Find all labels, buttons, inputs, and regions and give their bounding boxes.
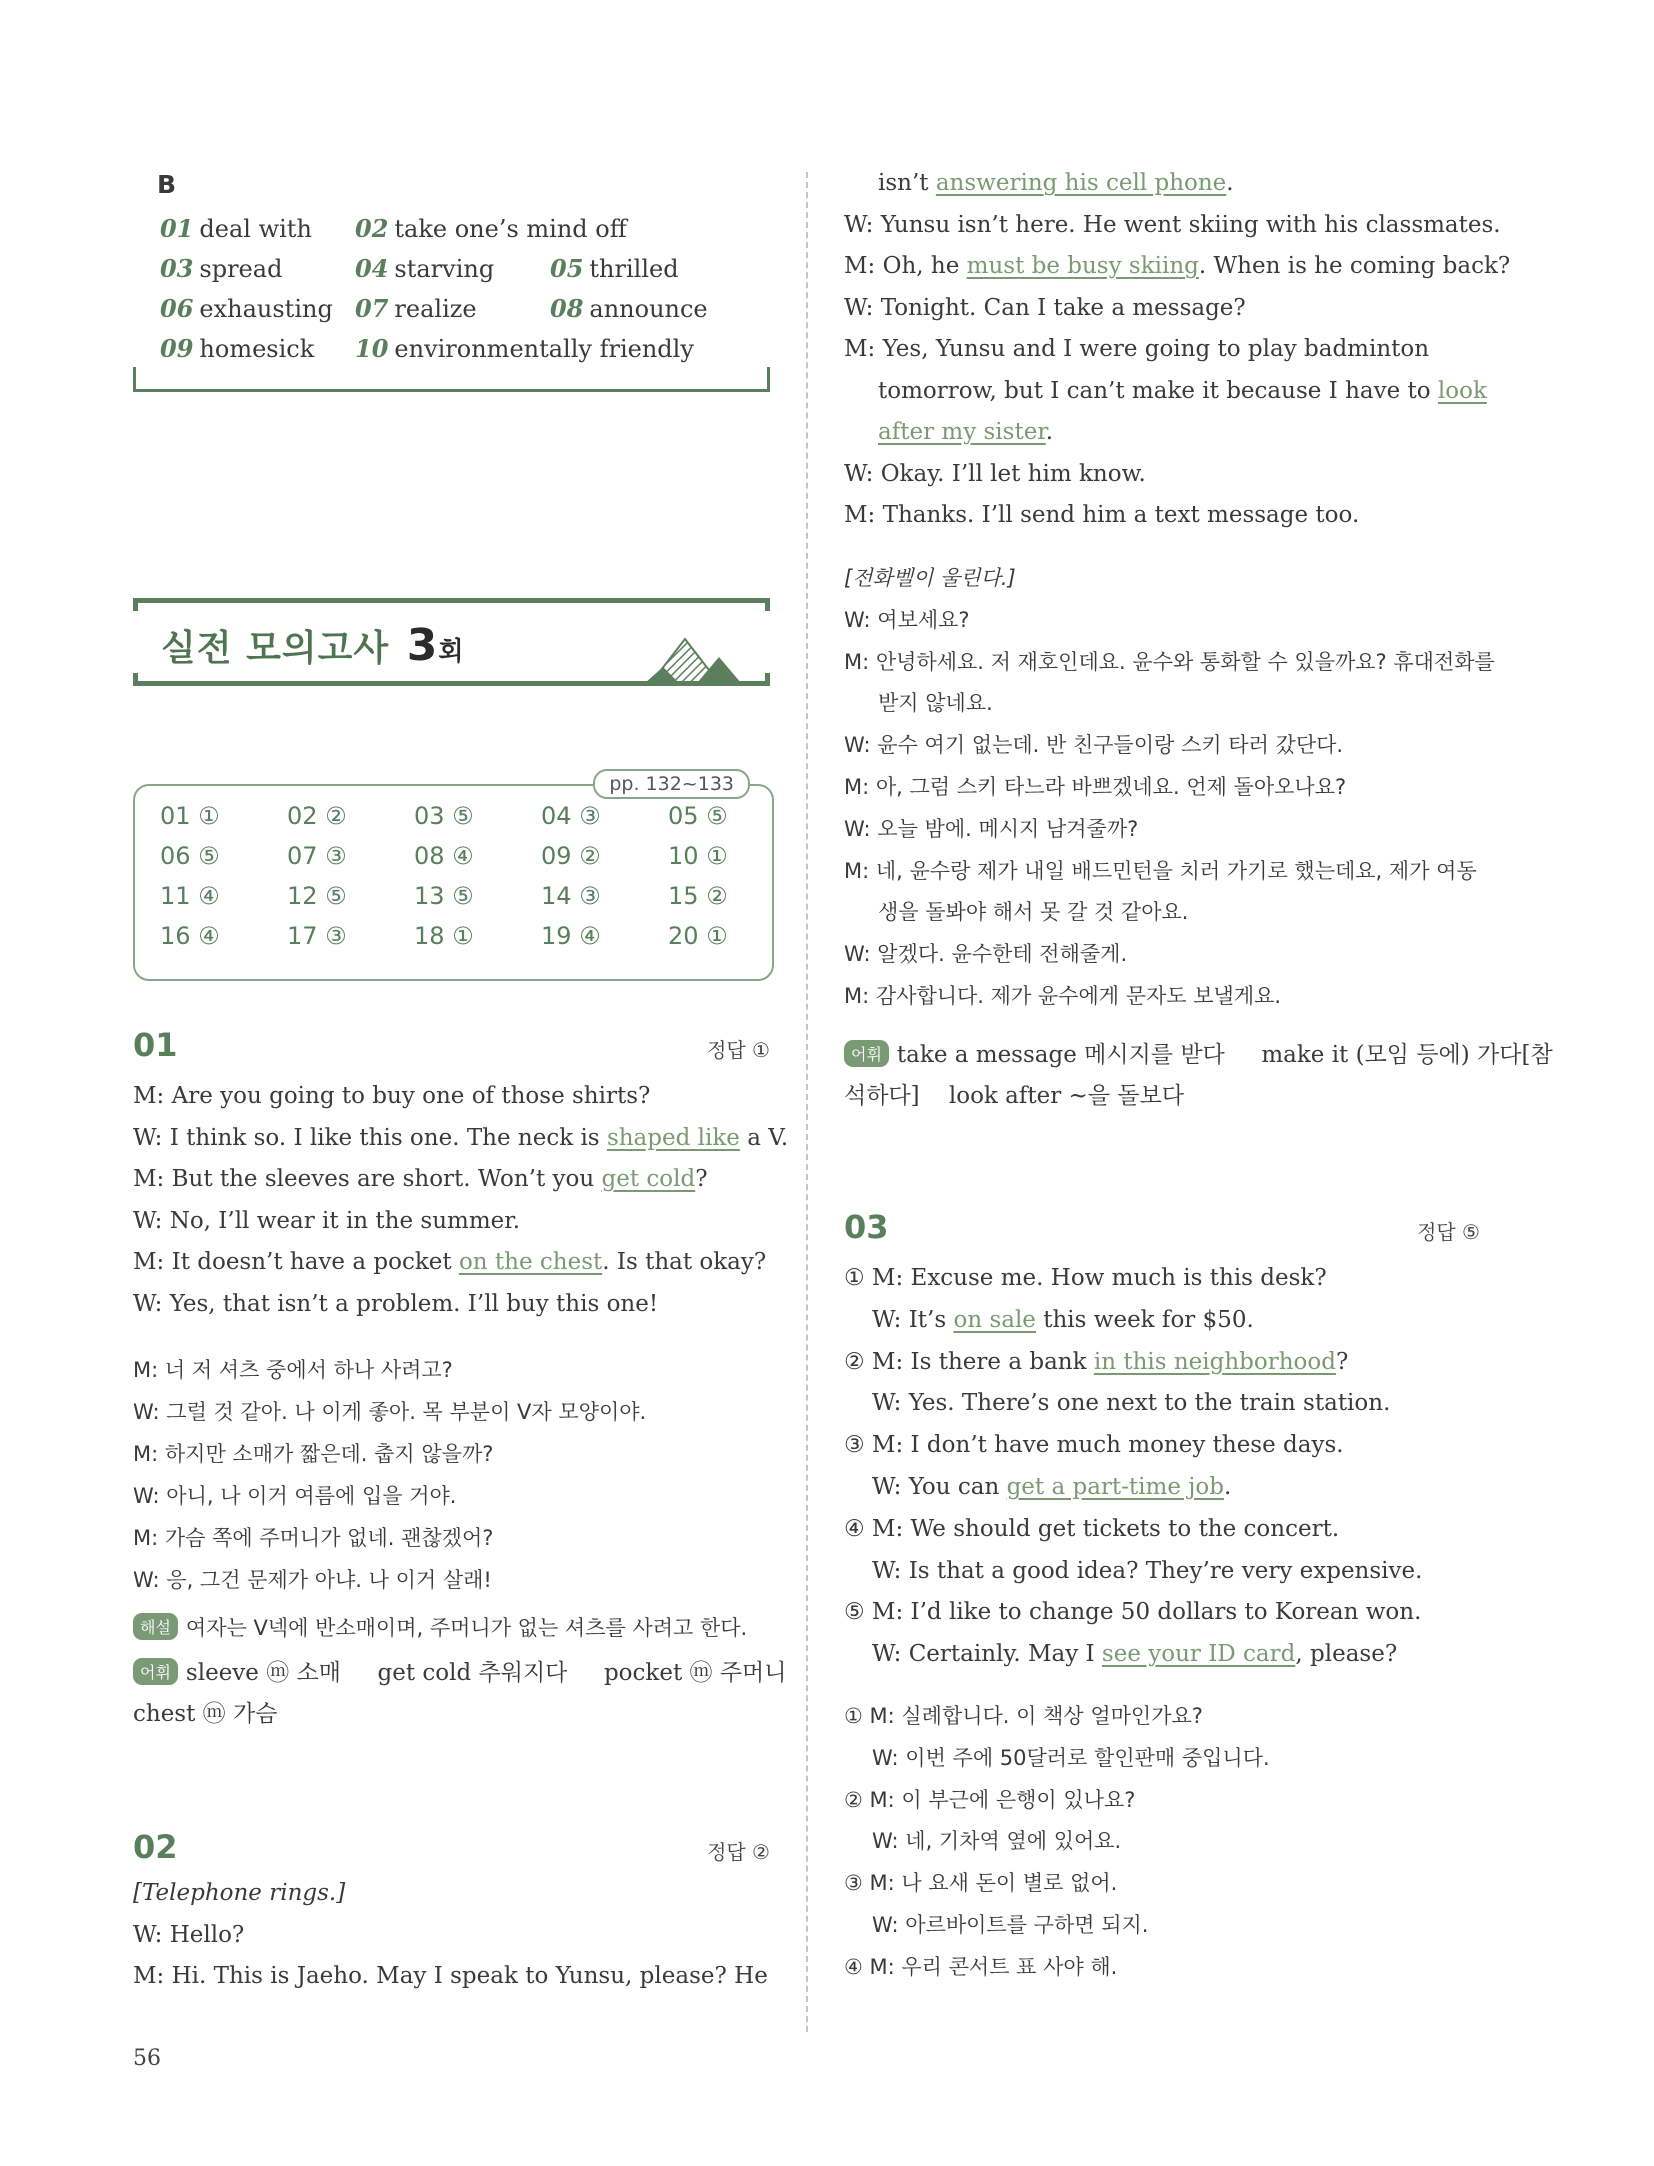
dialogue-line <box>844 1349 1348 1375</box>
dialogue-line-text: M: Oh, he <box>844 253 967 279</box>
answer-key-item: 10 ① <box>668 842 728 870</box>
dialogue-line <box>872 1474 1231 1500</box>
translation-line: M: 아, 그럼 스키 타느라 바쁘겠네요. 언제 돌아오나요? <box>844 775 1347 799</box>
question-02-answer: 정답 ② <box>707 1840 770 1864</box>
answer-key-item: 05 ⑤ <box>668 802 728 830</box>
dialogue-line <box>844 502 1359 528</box>
exam-number-suffix: 회 <box>438 637 465 667</box>
vocab-section-label: B <box>157 170 177 199</box>
explanation-line <box>133 1612 747 1642</box>
dialogue-line-text: W: No, I’ll wear it in the summer. <box>133 1207 521 1234</box>
vocab-item-word: environmentally friendly <box>394 335 694 363</box>
dialogue-line <box>133 1963 768 1989</box>
vocab-item-number: 09 <box>160 334 194 363</box>
translation-line: W: 알겠다. 윤수한테 전해줄게. <box>844 942 1128 967</box>
dialogue-line <box>844 1265 1327 1291</box>
answer-key-item: 16 ④ <box>160 922 220 950</box>
translation-line: ① M: 실례합니다. 이 책상 얼마인가요? <box>844 1704 1203 1728</box>
explanation-text: 여자는 V넥에 반소매이며, 주머니가 없는 셔츠를 사려고 한다. <box>185 1616 748 1640</box>
answer-key-item: 11 ④ <box>160 882 220 910</box>
vocab-item-number: 07 <box>355 294 389 323</box>
dialogue-line <box>872 1641 1397 1667</box>
answer-key-item: 20 ① <box>668 922 728 950</box>
vocab-note-line-2: 석하다] look after ~을 돌보다 <box>844 1083 1185 1109</box>
dialogue-line <box>844 461 1146 487</box>
dialogue-line <box>133 1083 650 1109</box>
dialogue-line-text: ② M: Is there a bank <box>844 1348 1094 1375</box>
dialogue-line-text: W: Is that a good idea? They’re very expensive. <box>872 1557 1423 1584</box>
answer-key-item: 07 ③ <box>287 842 347 870</box>
mountain-icon <box>645 633 741 685</box>
answer-key-item: 08 ④ <box>414 842 474 870</box>
dialogue-line-text: W: Okay. I’ll let him know. <box>844 460 1146 487</box>
answer-key-item: 14 ③ <box>541 882 601 910</box>
translation-line: M: 안녕하세요. 저 재호인데요. 윤수와 통화할 수 있을까요? 휴대전화를 <box>844 649 1495 674</box>
explanation-badge: 해설 <box>133 1613 178 1640</box>
dialogue-line-answer-blank: must be busy skiing <box>966 253 1199 279</box>
vocab-item <box>160 254 282 283</box>
dialogue-line-answer-blank: on sale <box>953 1306 1036 1333</box>
vocab-item-word: thrilled <box>589 255 679 283</box>
dialogue-line-answer-blank: on the chest <box>458 1249 603 1275</box>
dialogue-line-text-end: , please? <box>1295 1641 1398 1668</box>
answer-key-item: 15 ② <box>668 882 728 910</box>
translation-line: W: 윤수 여기 없는데. 반 친구들이랑 스키 타러 갔단다. <box>844 733 1344 758</box>
answer-key-item: 09 ② <box>541 842 601 870</box>
column-divider <box>806 172 808 2032</box>
vocab-note-text: take a message 메시지를 받다 make it (모임 등에) 가다[참 <box>896 1042 1553 1068</box>
translation-line: M: 네, 윤수랑 제가 내일 배드민턴을 치러 가기로 했는데요, 제가 여동 <box>844 858 1477 883</box>
dialogue-line-text: ① M: Excuse me. How much is this desk? <box>844 1265 1327 1291</box>
vocab-item-number: 03 <box>160 254 194 283</box>
translation-line: W: 아니, 나 이거 여름에 입을 거야. <box>133 1484 457 1508</box>
dialogue-line <box>133 1880 345 1906</box>
question-01-label: 01 <box>133 1026 178 1064</box>
vocab-item-word: spread <box>199 255 283 283</box>
vocab-note-line <box>133 1654 786 1687</box>
dialogue-line-text: M: It doesn’t have a pocket <box>133 1249 459 1275</box>
translation-line: M: 하지만 소매가 짧은데. 춥지 않을까? <box>133 1442 494 1466</box>
vocab-item-number: 05 <box>550 254 584 283</box>
vocab-note-line <box>844 1036 1553 1069</box>
translation-line: W: 이번 주에 50달러로 할인판매 중입니다. <box>872 1745 1270 1770</box>
answer-key-item: 06 ⑤ <box>160 842 220 870</box>
dialogue-line <box>844 336 1429 362</box>
translation-line: 받지 않네요. <box>878 691 993 716</box>
question-03-label: 03 <box>844 1208 889 1246</box>
dialogue-line-text-end: . When is he coming back? <box>1198 253 1511 279</box>
dialogue-line-text: ③ M: I don’t have much money these days. <box>844 1432 1344 1459</box>
vocab-item-word: take one’s mind off <box>394 215 627 243</box>
dialogue-line <box>133 1291 658 1317</box>
exam-title <box>161 620 465 671</box>
translation-line: M: 너 저 셔츠 중에서 하나 사려고? <box>133 1358 453 1382</box>
translation-line: W: 네, 기차역 옆에 있어요. <box>872 1829 1122 1854</box>
vocab-item-number: 06 <box>160 294 194 323</box>
vocab-item-word: realize <box>394 295 477 323</box>
dialogue-line <box>844 212 1501 238</box>
vocab-item <box>160 294 333 323</box>
dialogue-line-text: W: It’s <box>872 1306 954 1333</box>
vocab-item <box>355 214 627 243</box>
dialogue-line <box>878 419 1053 445</box>
dialogue-line-text: W: I think so. I like this one. The neck is <box>133 1124 607 1151</box>
dialogue-line-text: M: Hi. This is Jaeho. May I speak to Yunsu, please? He <box>133 1963 768 1989</box>
vocab-item-word: exhausting <box>199 295 333 323</box>
dialogue-line <box>844 1599 1421 1625</box>
dialogue-line <box>133 1249 766 1275</box>
dialogue-line-text: M: Yes, Yunsu and I were going to play badminton <box>844 336 1430 362</box>
vocab-item-number: 04 <box>355 254 389 283</box>
exam-number: 3 <box>406 620 439 671</box>
vocab-item-number: 08 <box>550 294 584 323</box>
translation-line: 생을 돌봐야 해서 못 갈 것 같아요. <box>878 900 1189 925</box>
dialogue-line <box>844 253 1510 279</box>
translation-line: [전화벨이 울린다.] <box>844 566 1016 590</box>
question-02-label: 02 <box>133 1828 178 1866</box>
translation-line: M: 가슴 쪽에 주머니가 없네. 괜찮겠어? <box>133 1526 494 1550</box>
vocab-item <box>160 334 314 363</box>
dialogue-line-text: M: Thanks. I’ll send him a text message too. <box>844 502 1360 528</box>
vocab-badge: 어휘 <box>844 1040 889 1067</box>
dialogue-line-text: W: You can <box>872 1474 1007 1500</box>
dialogue-line <box>133 1922 244 1948</box>
dialogue-line <box>844 1516 1339 1542</box>
dialogue-line-answer-blank: after my sister <box>878 419 1046 445</box>
dialogue-line <box>878 170 1234 196</box>
translation-line: M: 감사합니다. 제가 윤수에게 문자도 보낼게요. <box>844 984 1282 1008</box>
dialogue-line-text-end: . <box>1226 170 1234 196</box>
answer-key-item: 04 ③ <box>541 802 601 830</box>
dialogue-line <box>872 1390 1390 1416</box>
vocab-item <box>355 254 494 283</box>
vocab-item <box>550 294 708 323</box>
dialogue-line-text: W: Certainly. May I <box>872 1641 1102 1668</box>
answer-key-item: 18 ① <box>414 922 474 950</box>
translation-line: W: 여보세요? <box>844 607 970 632</box>
answer-key-item: 19 ④ <box>541 922 601 950</box>
dialogue-line-text-end: ? <box>1335 1348 1349 1375</box>
dialogue-line <box>133 1166 708 1192</box>
dialogue-line-text: M: But the sleeves are short. Won’t you <box>133 1166 602 1192</box>
vocab-item-number: 02 <box>355 214 389 243</box>
dialogue-line-answer-blank: answering his cell phone <box>935 170 1227 196</box>
vocab-item-number: 01 <box>160 214 194 243</box>
vocab-note-line-2: chest ⓜ 가슴 <box>133 1701 278 1727</box>
page-number: 56 <box>133 2046 161 2071</box>
dialogue-line-answer-blank: shaped like <box>606 1124 740 1151</box>
dialogue-line-text: M: Are you going to buy one of those shirts? <box>133 1083 651 1109</box>
vocab-item <box>550 254 679 283</box>
dialogue-line-answer-blank: look <box>1437 377 1487 404</box>
exam-title-banner <box>133 598 770 686</box>
dialogue-line-text-end: . <box>1045 419 1054 445</box>
dialogue-line <box>844 1432 1344 1458</box>
dialogue-line-text-end: . Is that okay? <box>602 1249 767 1275</box>
dialogue-line-text: tomorrow, but I can’t make it because I have to <box>878 377 1438 404</box>
answer-key-item: 01 ① <box>160 802 220 830</box>
page-reference: pp. 132~133 <box>593 769 750 799</box>
dialogue-line-answer-blank: see your ID card <box>1101 1641 1296 1668</box>
question-03-answer: 정답 ⑤ <box>1417 1220 1480 1244</box>
translation-line: W: 응, 그건 문제가 아냐. 나 이거 살래! <box>133 1568 492 1592</box>
exam-title-text: 실전 모의고사 <box>161 628 390 669</box>
dialogue-line-answer-blank: get a part-time job <box>1006 1474 1224 1500</box>
dialogue-line <box>872 1307 1254 1333</box>
dialogue-line <box>872 1558 1422 1584</box>
dialogue-line-text: W: Yunsu isn’t here. He went skiing with his classmates. <box>844 211 1501 238</box>
dialogue-line <box>844 295 1246 321</box>
answer-key-item: 17 ③ <box>287 922 347 950</box>
translation-line: ④ M: 우리 콘서트 표 사야 해. <box>844 1954 1118 1979</box>
vocab-item <box>355 334 694 363</box>
dialogue-line-text: W: Yes, that isn’t a problem. I’ll buy this one! <box>133 1290 659 1317</box>
answer-key-item: 02 ② <box>287 802 347 830</box>
vocab-item-number: 10 <box>355 334 389 363</box>
vocab-item-word: homesick <box>199 335 315 363</box>
vocab-item-word: deal with <box>199 215 312 243</box>
dialogue-line <box>878 378 1487 404</box>
answer-key-item: 13 ⑤ <box>414 882 474 910</box>
dialogue-line <box>133 1125 788 1151</box>
vocab-item <box>355 294 477 323</box>
answer-key-item: 12 ⑤ <box>287 882 347 910</box>
question-01-answer: 정답 ① <box>707 1038 770 1062</box>
translation-line: W: 오늘 밤에. 메시지 남겨줄까? <box>844 816 1139 841</box>
dialogue-line-text-end: ? <box>695 1166 708 1192</box>
dialogue-line-text: isn’t <box>878 170 936 196</box>
dialogue-line-text-end: this week for $50. <box>1035 1306 1254 1333</box>
dialogue-line-text-end: . <box>1223 1474 1232 1500</box>
dialogue-line-text: ⑤ M: I’d like to change 50 dollars to Korean won. <box>844 1599 1422 1626</box>
dialogue-line-text: W: Yes. There’s one next to the train station. <box>872 1390 1391 1417</box>
vocab-badge: 어휘 <box>133 1658 178 1685</box>
dialogue-line <box>133 1208 520 1234</box>
dialogue-line-answer-blank: get cold <box>601 1166 696 1192</box>
vocab-item-word: announce <box>589 295 708 323</box>
dialogue-line-text: ④ M: We should get tickets to the concert. <box>844 1515 1340 1542</box>
answer-key-item: 03 ⑤ <box>414 802 474 830</box>
dialogue-line-text-end: a V. <box>739 1124 789 1151</box>
vocab-note-text: sleeve ⓜ 소매 get cold 추워지다 pocket ⓜ 주머니 <box>185 1660 787 1686</box>
translation-line: W: 아르바이트를 구하면 되지. <box>872 1913 1149 1937</box>
translation-line: ② M: 이 부근에 은행이 있나요? <box>844 1787 1136 1812</box>
vocab-item-word: starving <box>394 255 495 283</box>
vocab-box-frame <box>133 367 770 392</box>
translation-line: W: 그럴 것 같아. 나 이게 좋아. 목 부분이 V자 모양이야. <box>133 1400 647 1424</box>
dialogue-line-answer-blank: in this neighborhood <box>1093 1348 1336 1375</box>
dialogue-line-text: [Telephone rings.] <box>133 1880 346 1906</box>
dialogue-line-text: W: Tonight. Can I take a message? <box>844 294 1246 321</box>
translation-line: ③ M: 나 요새 돈이 별로 없어. <box>844 1871 1118 1896</box>
vocab-item <box>160 214 312 243</box>
dialogue-line-text: W: Hello? <box>133 1921 245 1948</box>
